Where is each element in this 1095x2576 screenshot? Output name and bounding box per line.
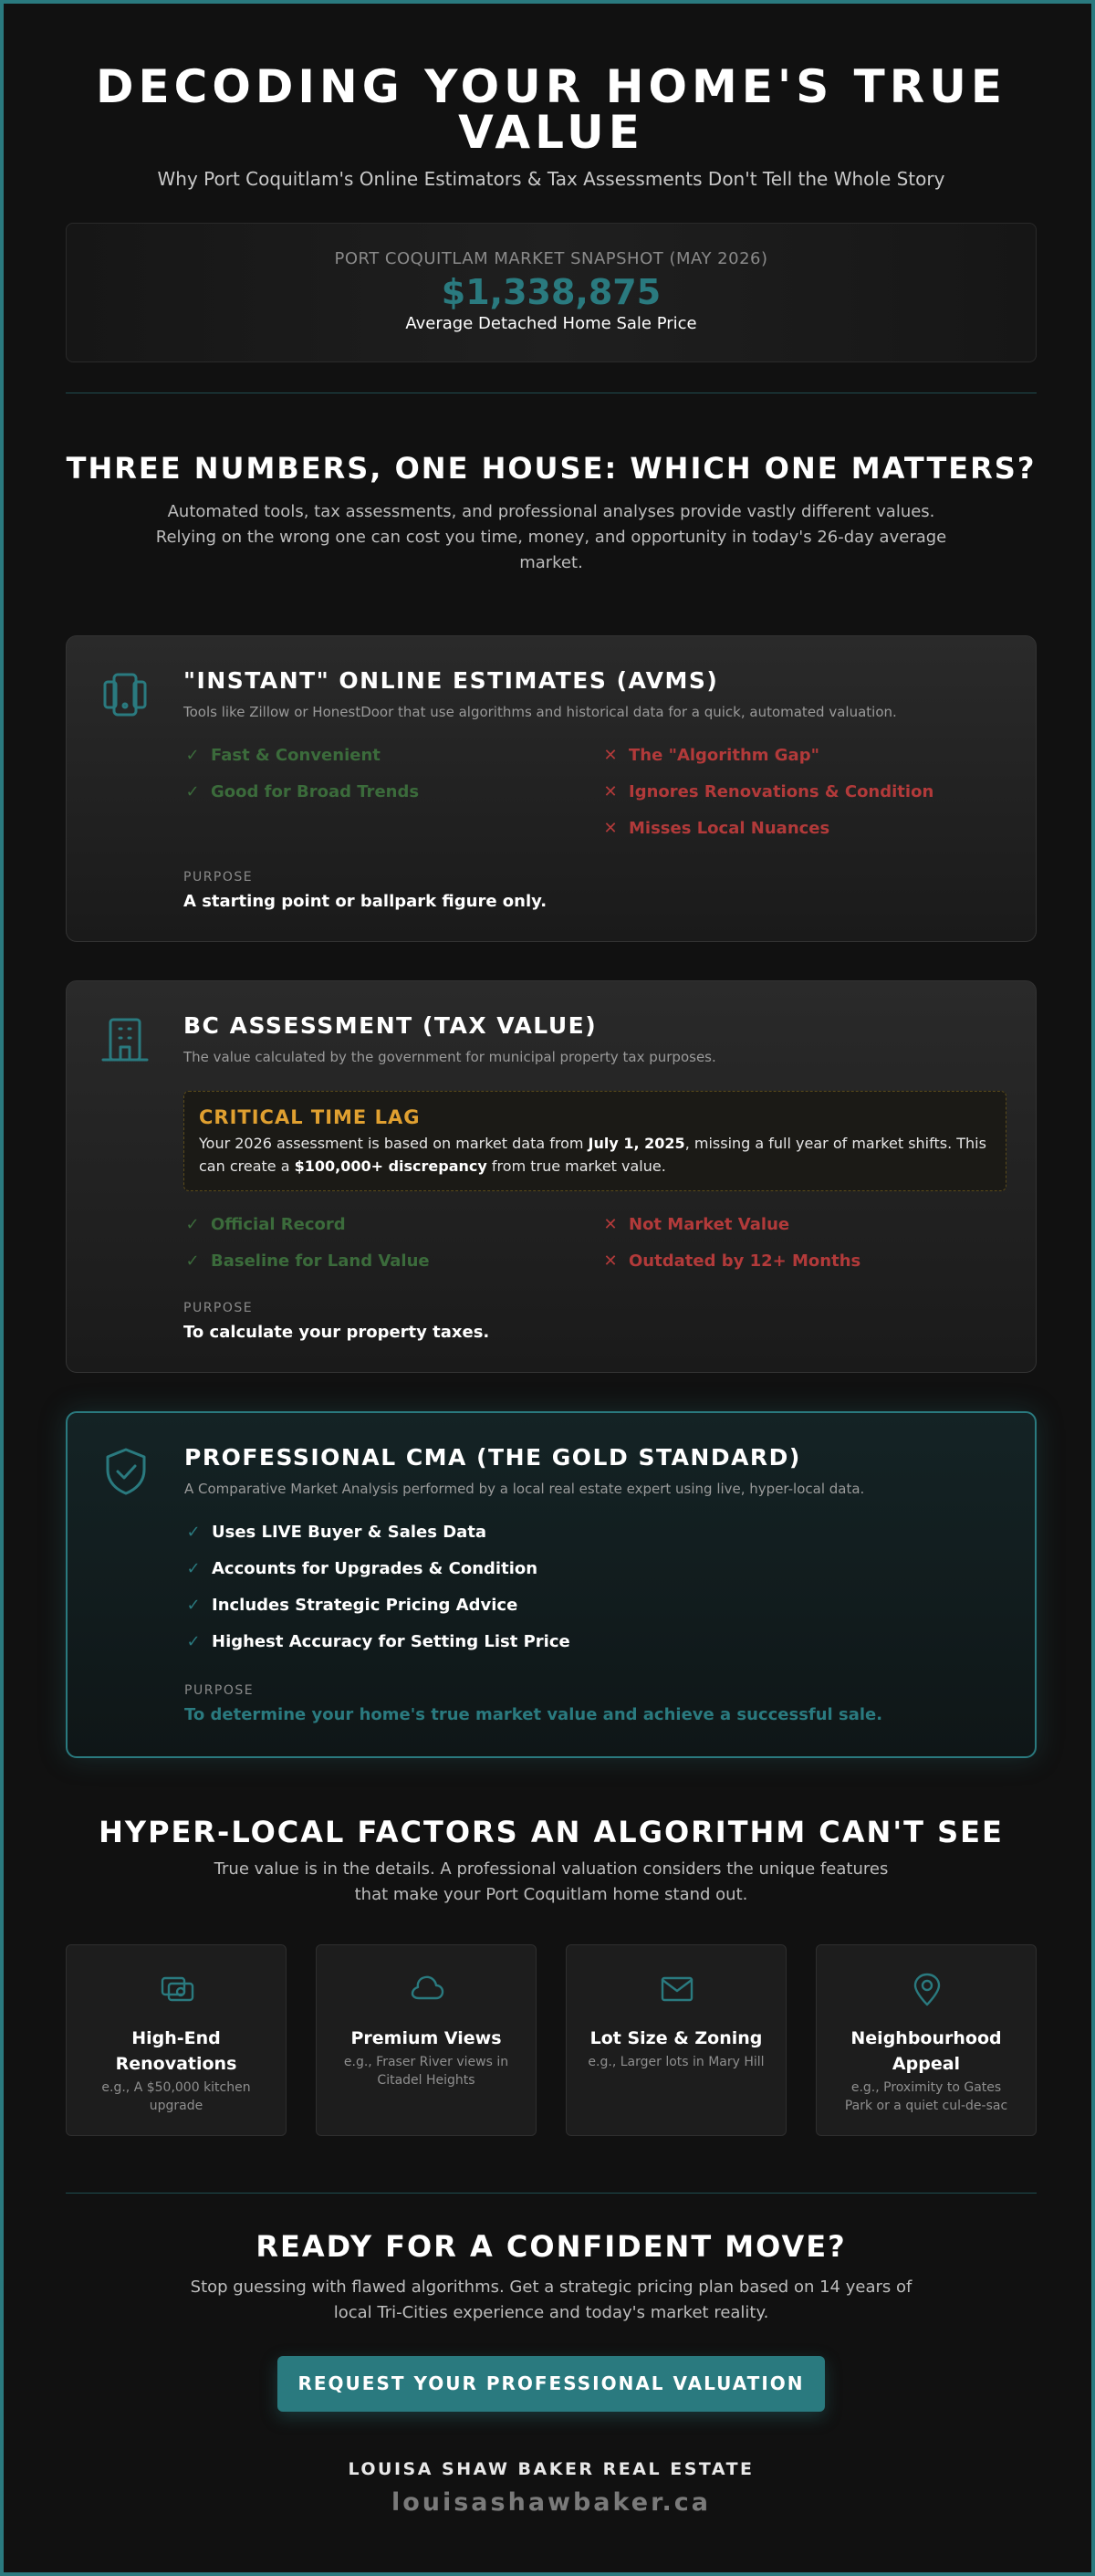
check-icon: ✓ <box>185 1251 200 1271</box>
tile-title: High-End Renovations <box>115 2028 237 2074</box>
factors-text-wrap <box>204 1857 898 1908</box>
tile-sub: e.g., Fraser River views in Citadel Heights <box>343 2055 509 2088</box>
pro-label: Includes Strategic Pricing Advice <box>212 1596 518 1615</box>
cta-heading: READY FOR A CONFIDENT MOVE? <box>256 2229 847 2264</box>
card-title: "INSTANT" ONLINE ESTIMATES (AVMS) <box>183 667 719 694</box>
pro-item <box>184 1559 537 1578</box>
x-icon: ✕ <box>603 819 618 838</box>
phone-icon <box>99 669 151 720</box>
camera-icon <box>159 1971 195 2007</box>
pro-label: Fast & Convenient <box>211 746 381 765</box>
card-title: BC ASSESSMENT (TAX VALUE) <box>183 1012 598 1039</box>
divider <box>66 2193 1037 2194</box>
pro-label: Accounts for Upgrades & Condition <box>212 1559 538 1578</box>
shield-check-icon <box>100 1446 151 1497</box>
pro-label: Highest Accuracy for Setting List Price <box>212 1632 570 1651</box>
con-label: Ignores Renovations & Condition <box>629 782 934 801</box>
con-label: Misses Local Nuances <box>629 819 830 838</box>
con-item <box>601 819 829 838</box>
cma-card <box>66 1411 1037 1758</box>
pro-item <box>184 1632 570 1651</box>
tile-sub: e.g., A $50,000 kitchen upgrade <box>101 2080 251 2113</box>
check-icon: ✓ <box>186 1523 201 1542</box>
factors-text: True value is in the details. A professional valuation considers the unique features that make your Port Coquitlam home stand out. <box>214 1859 889 1904</box>
snapshot-label: PORT COQUITLAM MARKET SNAPSHOT (MAY 2026) <box>334 249 768 268</box>
card-title: PROFESSIONAL CMA (THE GOLD STANDARD) <box>184 1444 801 1471</box>
con-item <box>601 1215 789 1234</box>
purpose-label: PURPOSE <box>184 1683 255 1698</box>
map-pin-icon <box>909 1971 945 2007</box>
check-icon: ✓ <box>185 782 200 801</box>
check-icon: ✓ <box>186 1596 201 1615</box>
pro-label: Good for Broad Trends <box>211 782 420 801</box>
x-icon: ✕ <box>603 746 618 765</box>
pro-item <box>184 1523 486 1542</box>
purpose-text: A starting point or ballpark figure only. <box>183 892 548 911</box>
con-item <box>601 1251 860 1271</box>
intro-text: Automated tools, tax assessments, and professional analyses provide vastly different values. Relying on the wrong one can cost you time, money, and opportunity in today's 26-day average market. <box>155 502 947 572</box>
page-title: DECODING YOUR HOME'S TRUE VALUE <box>95 60 1007 159</box>
x-icon: ✕ <box>603 1251 618 1271</box>
cta-text: Stop guessing with flawed algorithms. Get a strategic pricing plan based on 14 years of local Tri-Cities experience and today's market reality. <box>190 2278 912 2322</box>
callout-title: CRITICAL TIME LAG <box>199 1106 421 1128</box>
cta <box>66 2229 1037 2264</box>
snapshot-price: $1,338,875 <box>441 272 662 312</box>
callout-text: Your 2026 assessment is based on market data from July 1, 2025, missing a full year of market shifts. This can create a $100,000+ discrepancy from true market value. <box>199 1135 986 1175</box>
snapshot-caption: Average Detached Home Sale Price <box>405 314 697 333</box>
tile-title: Neighbourhood Appeal <box>850 2028 1002 2074</box>
card-desc: A Comparative Market Analysis performed by a local real estate expert using live, hyper-local data. <box>184 1481 865 1497</box>
purpose-label: PURPOSE <box>183 870 254 885</box>
check-icon: ✓ <box>185 1215 200 1234</box>
tile-sub: e.g., Larger lots in Mary Hill <box>588 2055 765 2069</box>
pro-item <box>183 746 381 765</box>
purpose-label: PURPOSE <box>183 1301 254 1315</box>
card-desc: Tools like Zillow or HonestDoor that use algorithms and historical data for a quick, automated valuation. <box>183 704 897 720</box>
factors-heading: HYPER-LOCAL FACTORS AN ALGORITHM CAN'T SEE <box>99 1815 1004 1849</box>
con-item <box>601 782 933 801</box>
request-valuation-button[interactable]: REQUEST YOUR PROFESSIONAL VALUATION <box>277 2356 825 2412</box>
bc-assessment-card <box>66 980 1037 1373</box>
footer-brand: LOUISA SHAW BAKER REAL ESTATE <box>348 2459 755 2479</box>
intro-heading: THREE NUMBERS, ONE HOUSE: WHICH ONE MATTERS? <box>66 451 1037 486</box>
factor-tile <box>316 1944 537 2136</box>
avm-card <box>66 635 1037 942</box>
time-lag-callout <box>183 1091 1006 1191</box>
check-icon: ✓ <box>185 746 200 765</box>
pro-item <box>183 1251 430 1271</box>
pro-label: Official Record <box>211 1215 346 1234</box>
pro-item <box>184 1596 517 1615</box>
factor-tile <box>566 1944 787 2136</box>
intro-text-wrap <box>150 499 953 576</box>
con-label: Not Market Value <box>629 1215 790 1234</box>
purpose-text: To calculate your property taxes. <box>183 1323 490 1342</box>
pro-label: Baseline for Land Value <box>211 1251 430 1271</box>
con-label: Outdated by 12+ Months <box>629 1251 861 1271</box>
cloud-icon <box>409 1971 445 2007</box>
tile-title: Lot Size & Zoning <box>589 2028 763 2048</box>
factor-tile <box>816 1944 1037 2136</box>
intro <box>66 451 1037 486</box>
building-icon <box>99 1014 151 1065</box>
x-icon: ✕ <box>603 1215 618 1234</box>
pro-item <box>183 1215 346 1234</box>
cta-text-wrap <box>186 2275 916 2326</box>
mail-icon <box>659 1971 695 2007</box>
footer-website-link[interactable]: louisashawbaker.ca <box>391 2488 712 2517</box>
card-desc: The value calculated by the government for municipal property tax purposes. <box>183 1049 716 1065</box>
pro-label: Uses LIVE Buyer & Sales Data <box>212 1523 487 1542</box>
tile-sub: e.g., Proximity to Gates Park or a quiet cul-de-sac <box>844 2080 1008 2113</box>
con-label: The "Algorithm Gap" <box>629 746 819 765</box>
purpose-text: To determine your home's true market value and achieve a successful sale. <box>184 1705 883 1724</box>
check-icon: ✓ <box>186 1559 201 1578</box>
hero-subtitle-wrap <box>66 168 1037 190</box>
factor-tile <box>66 1944 287 2136</box>
market-snapshot <box>66 223 1037 362</box>
page-subtitle: Why Port Coquitlam's Online Estimators & Tax Assessments Don't Tell the Whole Story <box>157 168 945 190</box>
tile-title: Premium Views <box>350 2028 502 2048</box>
hero <box>66 60 1037 159</box>
factors <box>66 1815 1037 1849</box>
pro-item <box>183 782 419 801</box>
x-icon: ✕ <box>603 782 618 801</box>
check-icon: ✓ <box>186 1632 201 1651</box>
con-item <box>601 746 819 765</box>
